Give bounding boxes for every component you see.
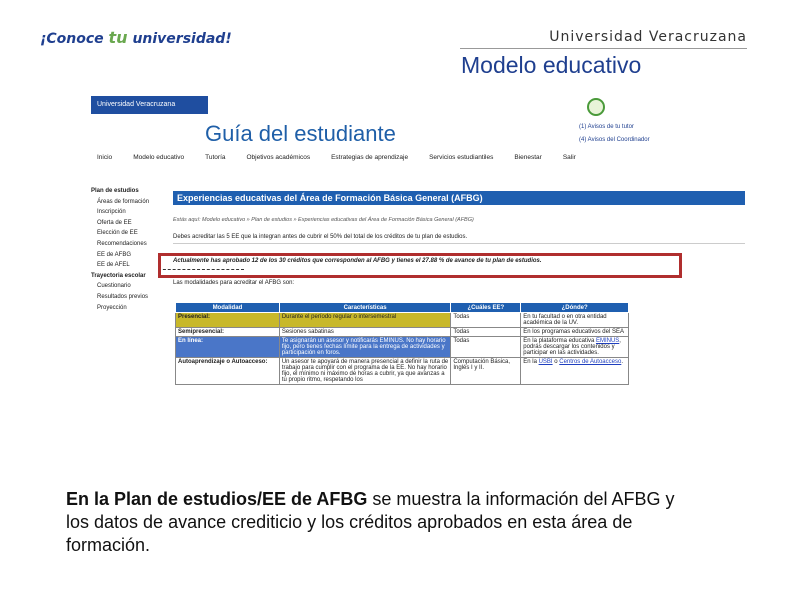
caption-rest: se muestra la información del AFBG y los datos de avance crediticio y los créditos aprobados en esta área de formación.	[66, 489, 675, 555]
highlight-box	[158, 253, 682, 278]
sidebar-item-oferta[interactable]: Oferta de EE	[97, 219, 132, 226]
cell-cuales: Computación Básica, Inglés I y II.	[451, 358, 521, 385]
cell-modalidad: En línea:	[176, 337, 280, 358]
sidebar	[91, 186, 171, 313]
cell-modalidad: Semipresencial:	[176, 328, 280, 337]
cell-donde: En los programas educativos del SEA	[521, 328, 629, 337]
sidebar-item-resultados[interactable]: Resultados previos	[97, 293, 149, 300]
caption-bold: En la Plan de estudios/EE de AFBG	[66, 489, 368, 509]
brand-slogan-suffix: universidad!	[127, 31, 232, 47]
sidebar-section-plan[interactable]: Plan de estudios	[91, 188, 139, 194]
modalities-intro: Las modalidades para acreditar el AFBG son:	[173, 280, 295, 286]
nav-estrategias[interactable]: Estrategias de aprendizaje	[331, 154, 409, 161]
col-donde: ¿Dónde?	[521, 303, 629, 313]
donde-pre: En la	[523, 359, 539, 365]
sidebar-item-proyeccion[interactable]: Proyección	[97, 304, 127, 311]
donde-mid: o	[552, 359, 560, 365]
donde-pre: En la plataforma educativa	[523, 338, 596, 344]
uv-logo-icon	[587, 98, 605, 116]
modalities-table	[175, 302, 629, 385]
nav-modelo-educativo[interactable]: Modelo educativo	[133, 154, 185, 161]
brand-slogan	[40, 28, 232, 47]
sidebar-item-areas[interactable]: Áreas de formación	[97, 198, 150, 205]
nav-objetivos[interactable]: Objetivos académicos	[246, 154, 311, 161]
credit-progress-text: Actualmente has aprobado 12 de los 30 créditos que corresponden al AFBG y tienes el 27.88 % de avance de tu plan de estudios.	[173, 258, 542, 264]
tutor-notice-link[interactable]: (1) Avisos de tu tutor	[579, 124, 634, 130]
cell-modalidad: Presencial:	[176, 313, 280, 328]
coordinator-notice-link[interactable]: (4) Avisos del Coordinador	[579, 137, 650, 143]
brand-slogan-prefix: ¡Conoce	[40, 31, 109, 47]
intro-text: Debes acreditar las 5 EE que la integran antes de cubrir el 50% del total de los créditos de tu plan de estudios.	[173, 234, 745, 244]
cell-caracteristicas: Sesiones sabatinas	[279, 328, 451, 337]
cell-donde	[521, 337, 629, 358]
slide-title: Modelo educativo	[461, 52, 642, 78]
nav-servicios[interactable]: Servicios estudiantiles	[429, 154, 494, 161]
autoacceso-link[interactable]: Centros de Autoacceso	[559, 359, 622, 365]
table-row	[176, 328, 629, 337]
sidebar-item-ee-afel[interactable]: EE de AFEL	[97, 262, 130, 269]
nav-tutoria[interactable]: Tutoría	[205, 154, 226, 161]
cell-donde: En tu facultad o en otra entidad académica de la UV.	[521, 313, 629, 328]
col-cuales: ¿Cuáles EE?	[451, 303, 521, 313]
uv-tab[interactable]: Universidad Veracruzana	[91, 96, 208, 114]
sidebar-item-ee-afbg[interactable]: EE de AFBG	[97, 251, 132, 258]
nav-inicio[interactable]: Inicio	[97, 154, 113, 161]
cell-modalidad: Autoaprendizaje o Autoacceso:	[176, 358, 280, 385]
cell-cuales: Todas	[451, 313, 521, 328]
eminus-link[interactable]: EMINUS	[595, 338, 620, 344]
donde-post: .	[621, 359, 623, 365]
sidebar-item-recomendaciones[interactable]: Recomendaciones	[97, 240, 147, 247]
sidebar-item-inscripcion[interactable]: Inscripción	[97, 209, 126, 216]
brand-slogan-tu: tu	[108, 28, 128, 47]
cell-caracteristicas: Te asignarán un asesor y notificarás EMINUS. No hay horario fijo, pero tienes fechas límite para la entrega de actividades y participación en foros.	[279, 337, 451, 358]
cell-caracteristicas: Un asesor te apoyará de manera presencial a definir la ruta de trabajo para cumplir con el programa de la EE. No hay horario fijo, el mínimo ni máximo de horas a cubrir, ya que avanzas a tu propio ritmo, respetando los	[279, 358, 451, 385]
tutor-links	[579, 121, 650, 147]
cell-cuales: Todas	[451, 337, 521, 358]
col-caracteristicas: Características	[279, 303, 451, 313]
table-header-row	[176, 303, 629, 313]
university-name: Universidad Veracruzana	[549, 29, 747, 45]
nav-salir[interactable]: Salir	[562, 154, 576, 161]
cell-cuales: Todas	[451, 328, 521, 337]
table-row	[176, 358, 629, 385]
section-title: Experiencias educativas del Área de Formación Básica General (AFBG)	[173, 191, 745, 205]
sidebar-section-trayectoria[interactable]: Trayectoria escolar	[91, 272, 146, 279]
caption	[66, 488, 686, 557]
sidebar-item-cuestionario[interactable]: Cuestionario	[97, 283, 131, 290]
cell-caracteristicas: Durante el período regular o intersemestral	[279, 313, 451, 328]
nav-bienestar[interactable]: Bienestar	[514, 154, 542, 161]
donde-post: , podrás descargar los contenidos y participar en las actividades.	[523, 338, 621, 356]
table-row	[176, 337, 629, 358]
table-row	[176, 313, 629, 328]
main-nav	[97, 154, 745, 161]
sidebar-item-eleccion[interactable]: Elección de EE	[97, 230, 138, 237]
usbi-link[interactable]: USBI	[538, 359, 553, 365]
breadcrumb: Estás aquí: Modelo educativo » Plan de estudios » Experiencias educativas del Área de Formación Básica General (AFBG)	[173, 217, 474, 223]
guide-title: Guía del estudiante	[205, 121, 396, 146]
header-divider	[460, 48, 747, 49]
col-modalidad: Modalidad	[176, 303, 280, 313]
cell-donde	[521, 358, 629, 385]
